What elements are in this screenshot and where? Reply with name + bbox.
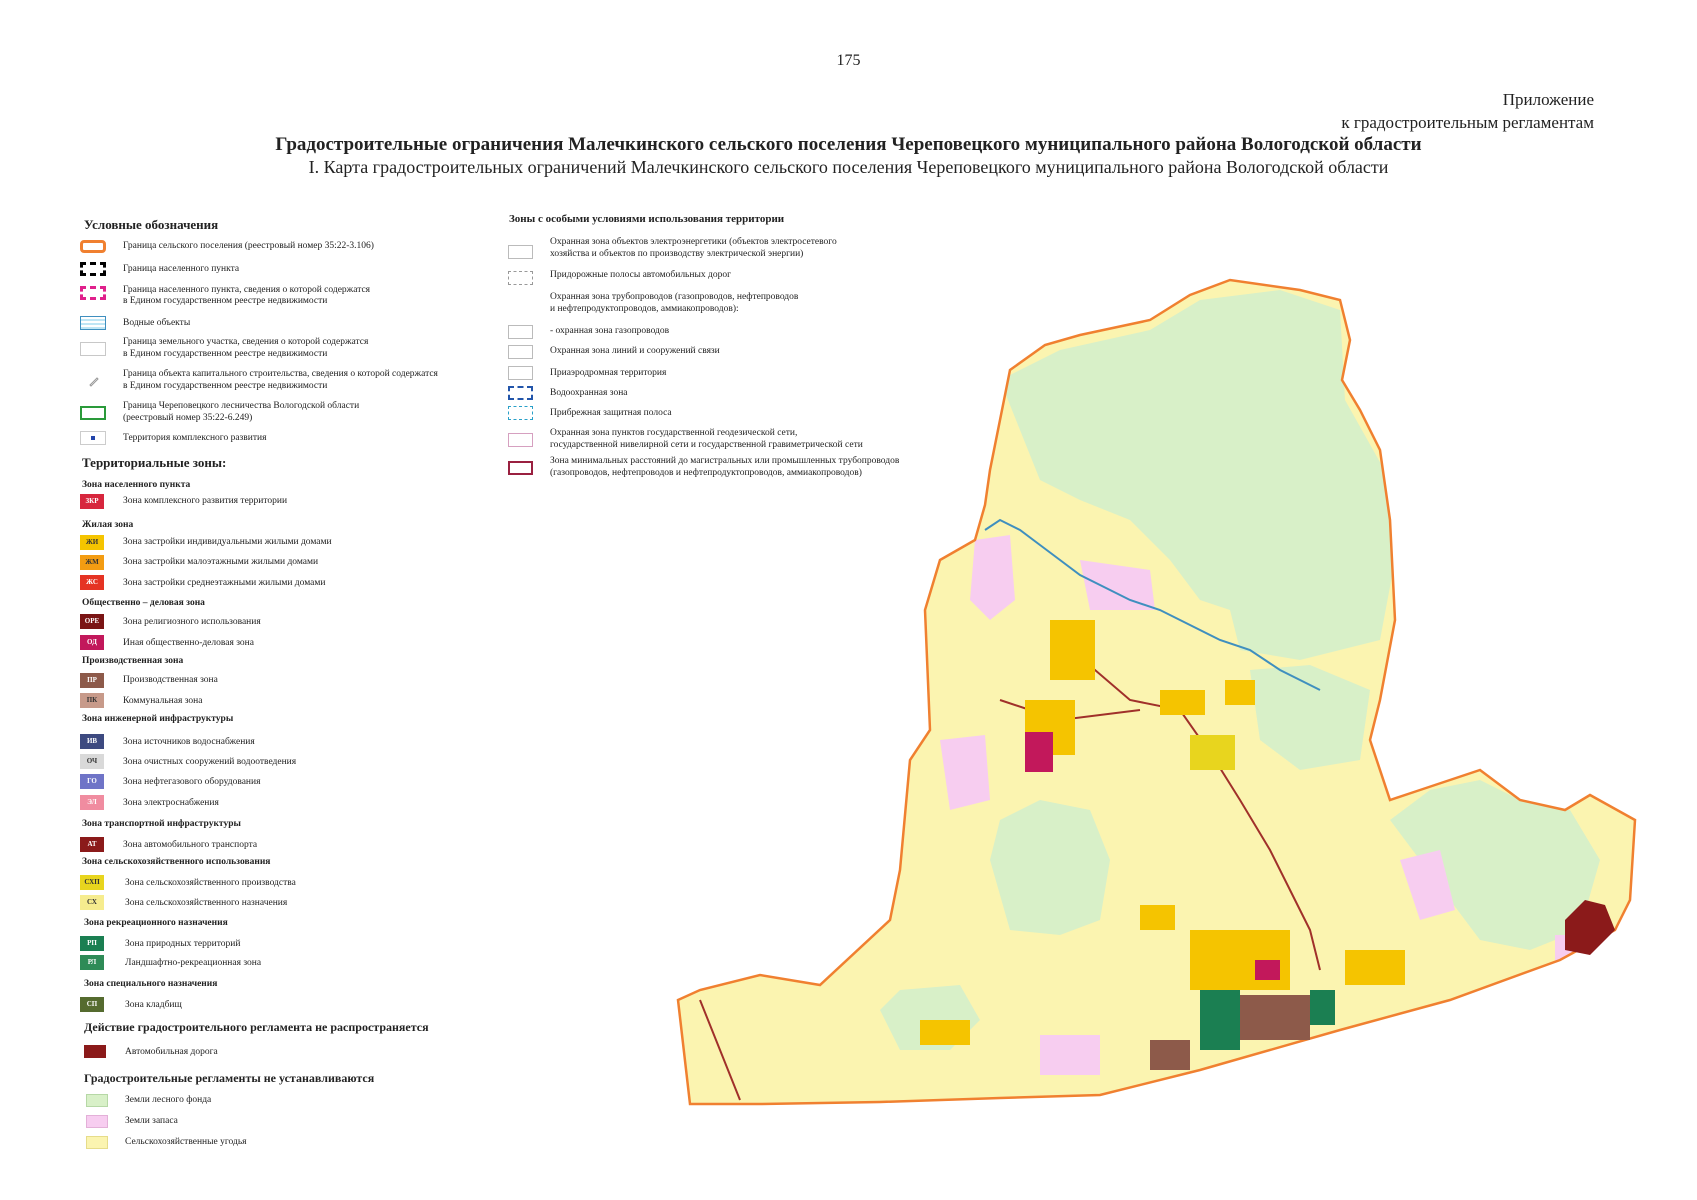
not-established-heading: Градостроительные регламенты не устанавливаются [84, 1071, 375, 1085]
industrial-zone-2 [1150, 1040, 1190, 1070]
zone-label: Зона природных территорий [125, 939, 241, 949]
residential-settlement-1 [1050, 620, 1095, 680]
reserve-land-5 [1040, 1035, 1100, 1075]
swatch-coastal-strip [508, 406, 533, 420]
public-business-zone [1255, 960, 1280, 980]
document-title: Градостроительные ограничения Малечкинского сельского поселения Череповецкого муниципального района Вологодской области [275, 134, 1422, 155]
legend-boundary-text-2: в Едином государственном реестре недвижимости [123, 349, 328, 359]
zone-label: Зона комплексного развития территории [123, 496, 288, 506]
industrial-zone [1240, 995, 1310, 1040]
zone-swatch: РЛ [80, 955, 104, 970]
group-heading: Зона сельскохозяйственного использования [82, 857, 271, 867]
zone-label: Коммунальная зона [123, 696, 203, 706]
zone-label: Зона кладбищ [125, 1000, 182, 1010]
zone-swatch: АТ [80, 837, 104, 852]
zone-label: Зона застройки среднеэтажными жилыми домами [123, 578, 326, 588]
legend-boundary-text-2: (реестровый номер 35:22-6.249) [123, 413, 253, 423]
swatch-aerodrome-zone [508, 366, 533, 380]
residential-settlement-se [1345, 950, 1405, 985]
zouit-label: Зона минимальных расстояний до магистральных или промышленных трубопроводов [550, 456, 900, 466]
swatch-land-plot [80, 342, 106, 356]
group-heading: Зона специального назначения [84, 979, 218, 989]
zone-label: Зона религиозного использования [123, 617, 261, 627]
group-heading: Зона населенного пункта [82, 480, 191, 490]
group-heading: Жилая зона [82, 520, 134, 530]
swatch-water-objects [80, 316, 106, 330]
zone-label: Зона застройки индивидуальными жилыми домами [123, 537, 332, 547]
zouit-label: Охранная зона линий и сооружений связи [550, 346, 720, 356]
legend-boundary-text: Водные объекты [123, 318, 191, 328]
zouit-heading: Зоны с особыми условиями использования территории [509, 213, 785, 225]
legend-boundary-text: Территория комплексного развития [123, 433, 267, 443]
zone-swatch: ЭЛ [80, 795, 104, 810]
swatch-complex-development [80, 431, 106, 445]
zone-swatch: ЖИ [80, 535, 104, 550]
zouit-label: - охранная зона газопроводов [550, 326, 670, 336]
zone-swatch: ЖС [80, 575, 104, 590]
zouit-label: Придорожные полосы автомобильных дорог [550, 270, 731, 280]
legend-boundary-text-2: в Едином государственном реестре недвижимости [123, 296, 328, 306]
swatch-water-protection-zone [508, 386, 533, 400]
swatch-locality-boundary [80, 262, 106, 276]
agricultural-production-zone [1190, 735, 1235, 770]
swatch-gas-zone [508, 325, 533, 339]
appendix-title: Приложение [1502, 90, 1594, 109]
legend-heading: Условные обозначения [84, 217, 219, 232]
swatch-road [84, 1045, 106, 1058]
swatch-locality-egrn-boundary [80, 286, 106, 300]
zone-swatch: ПК [80, 693, 104, 708]
swatch-forestry-boundary [80, 406, 106, 420]
legend-boundary-text: Граница населенного пункта, сведения о которой содержатся [123, 285, 371, 295]
swatch-settlement-boundary [80, 240, 106, 253]
pencil-icon [88, 374, 100, 386]
swatch-forest-land [86, 1094, 108, 1107]
swatch-reserve-land [86, 1115, 108, 1128]
integrated-development-zone [1025, 732, 1053, 772]
zone-swatch: ОЧ [80, 754, 104, 769]
not-established-label: Земли лесного фонда [125, 1095, 212, 1105]
legend-boundary-text: Граница земельного участка, сведения о которой содержатся [123, 337, 369, 347]
legend-boundary-text-2: в Едином государственном реестре недвижимости [123, 381, 328, 391]
recreation-zone [1200, 990, 1240, 1050]
zone-label: Иная общественно-деловая зона [123, 638, 254, 648]
document-subtitle: I. Карта градостроительных ограничений Малечкинского сельского поселения Череповецкого муниципального района Вологодской области [308, 157, 1389, 177]
territorial-zones-heading: Территориальные зоны: [82, 455, 227, 470]
zouit-label: Водоохранная зона [550, 388, 628, 398]
residential-settlement-4 [1225, 680, 1255, 705]
not-established-label: Сельскохозяйственные угодья [125, 1137, 247, 1147]
appendix-subtitle: к градостроительным регламентам [1341, 113, 1594, 132]
zouit-label-2: (газопроводов, нефтепроводов и нефтепродуктопроводов, аммиакопроводов) [550, 468, 862, 478]
residential-settlement-sw [920, 1020, 970, 1045]
no-regulation-label: Автомобильная дорога [125, 1047, 218, 1057]
zone-label: Зона застройки малоэтажными жилыми домами [123, 557, 319, 567]
swatch-geodetic-zone [508, 433, 533, 447]
zone-label: Зона нефтегазового оборудования [123, 777, 261, 787]
group-heading: Зона инженерной инфраструктуры [82, 714, 234, 724]
zouit-label-2: государственной нивелирной сети и государственной гравиметрической сети [550, 440, 863, 450]
residential-settlement-s2 [1140, 905, 1175, 930]
zouit-label: Прибрежная защитная полоса [550, 408, 672, 418]
zone-swatch: ОРЕ [80, 614, 104, 629]
zouit-label: Охранная зона трубопроводов (газопроводов, нефтепроводов [550, 292, 799, 302]
zone-label: Производственная зона [123, 675, 218, 685]
zone-label: Зона источников водоснабжения [123, 737, 255, 747]
zouit-label: Охранная зона объектов электроэнергетики (объектов электросетевого [550, 237, 837, 247]
zone-swatch: ПР [80, 673, 104, 688]
group-heading: Зона рекреационного назначения [84, 918, 228, 928]
zone-swatch: ИВ [80, 734, 104, 749]
zone-swatch: РП [80, 936, 104, 951]
zone-label: Зона сельскохозяйственного назначения [125, 898, 288, 908]
no-regulation-heading: Действие градостроительного регламента не распространяется [84, 1020, 429, 1034]
zone-label: Зона очистных сооружений водоотведения [123, 757, 297, 767]
not-established-label: Земли запаса [125, 1116, 178, 1126]
legend-boundary-text: Граница сельского поселения (реестровый номер 35:22-3.106) [123, 241, 374, 251]
swatch-agricultural-land [86, 1136, 108, 1149]
zone-label: Ландшафтно-рекреационная зона [125, 958, 262, 968]
swatch-communication-zone [508, 345, 533, 359]
zone-label: Зона автомобильного транспорта [123, 840, 258, 850]
group-heading: Производственная зона [82, 656, 184, 666]
zouit-label-2: и нефтепродуктопроводов, аммиакопроводов): [550, 304, 739, 314]
zouit-label: Приаэродромная территория [550, 368, 667, 378]
zone-swatch: СХ [80, 895, 104, 910]
zone-swatch: ЖМ [80, 555, 104, 570]
page-number: 175 [836, 52, 861, 69]
swatch-pipeline-distance-zone [508, 461, 533, 475]
zouit-label: Охранная зона пунктов государственной геодезической сети, [550, 428, 798, 438]
residential-settlement-3 [1160, 690, 1205, 715]
group-heading: Зона транспортной инфраструктуры [82, 819, 241, 829]
zone-label: Зона электроснабжения [123, 798, 219, 808]
zone-swatch: ОД [80, 635, 104, 650]
swatch-power-zone [508, 245, 533, 259]
forest-area-west [990, 800, 1110, 935]
recreation-zone-2 [1310, 990, 1335, 1025]
zouit-label-2: хозяйства и объектов по производству электрической энергии) [550, 249, 804, 259]
zone-swatch: ГО [80, 774, 104, 789]
zone-swatch: СП [80, 997, 104, 1012]
group-heading: Общественно – деловая зона [82, 598, 205, 608]
legend-boundary-text: Граница населенного пункта [123, 264, 240, 274]
zone-swatch: СХП [80, 875, 104, 890]
swatch-roadside-zone [508, 271, 533, 285]
legend-boundary-text: Граница Череповецкого лесничества Вологодской области [123, 401, 360, 411]
legend-boundary-text: Граница объекта капитального строительства, сведения о которой содержатся [123, 369, 438, 379]
zone-label: Зона сельскохозяйственного производства [125, 878, 296, 888]
zone-swatch: ЗКР [80, 494, 104, 509]
